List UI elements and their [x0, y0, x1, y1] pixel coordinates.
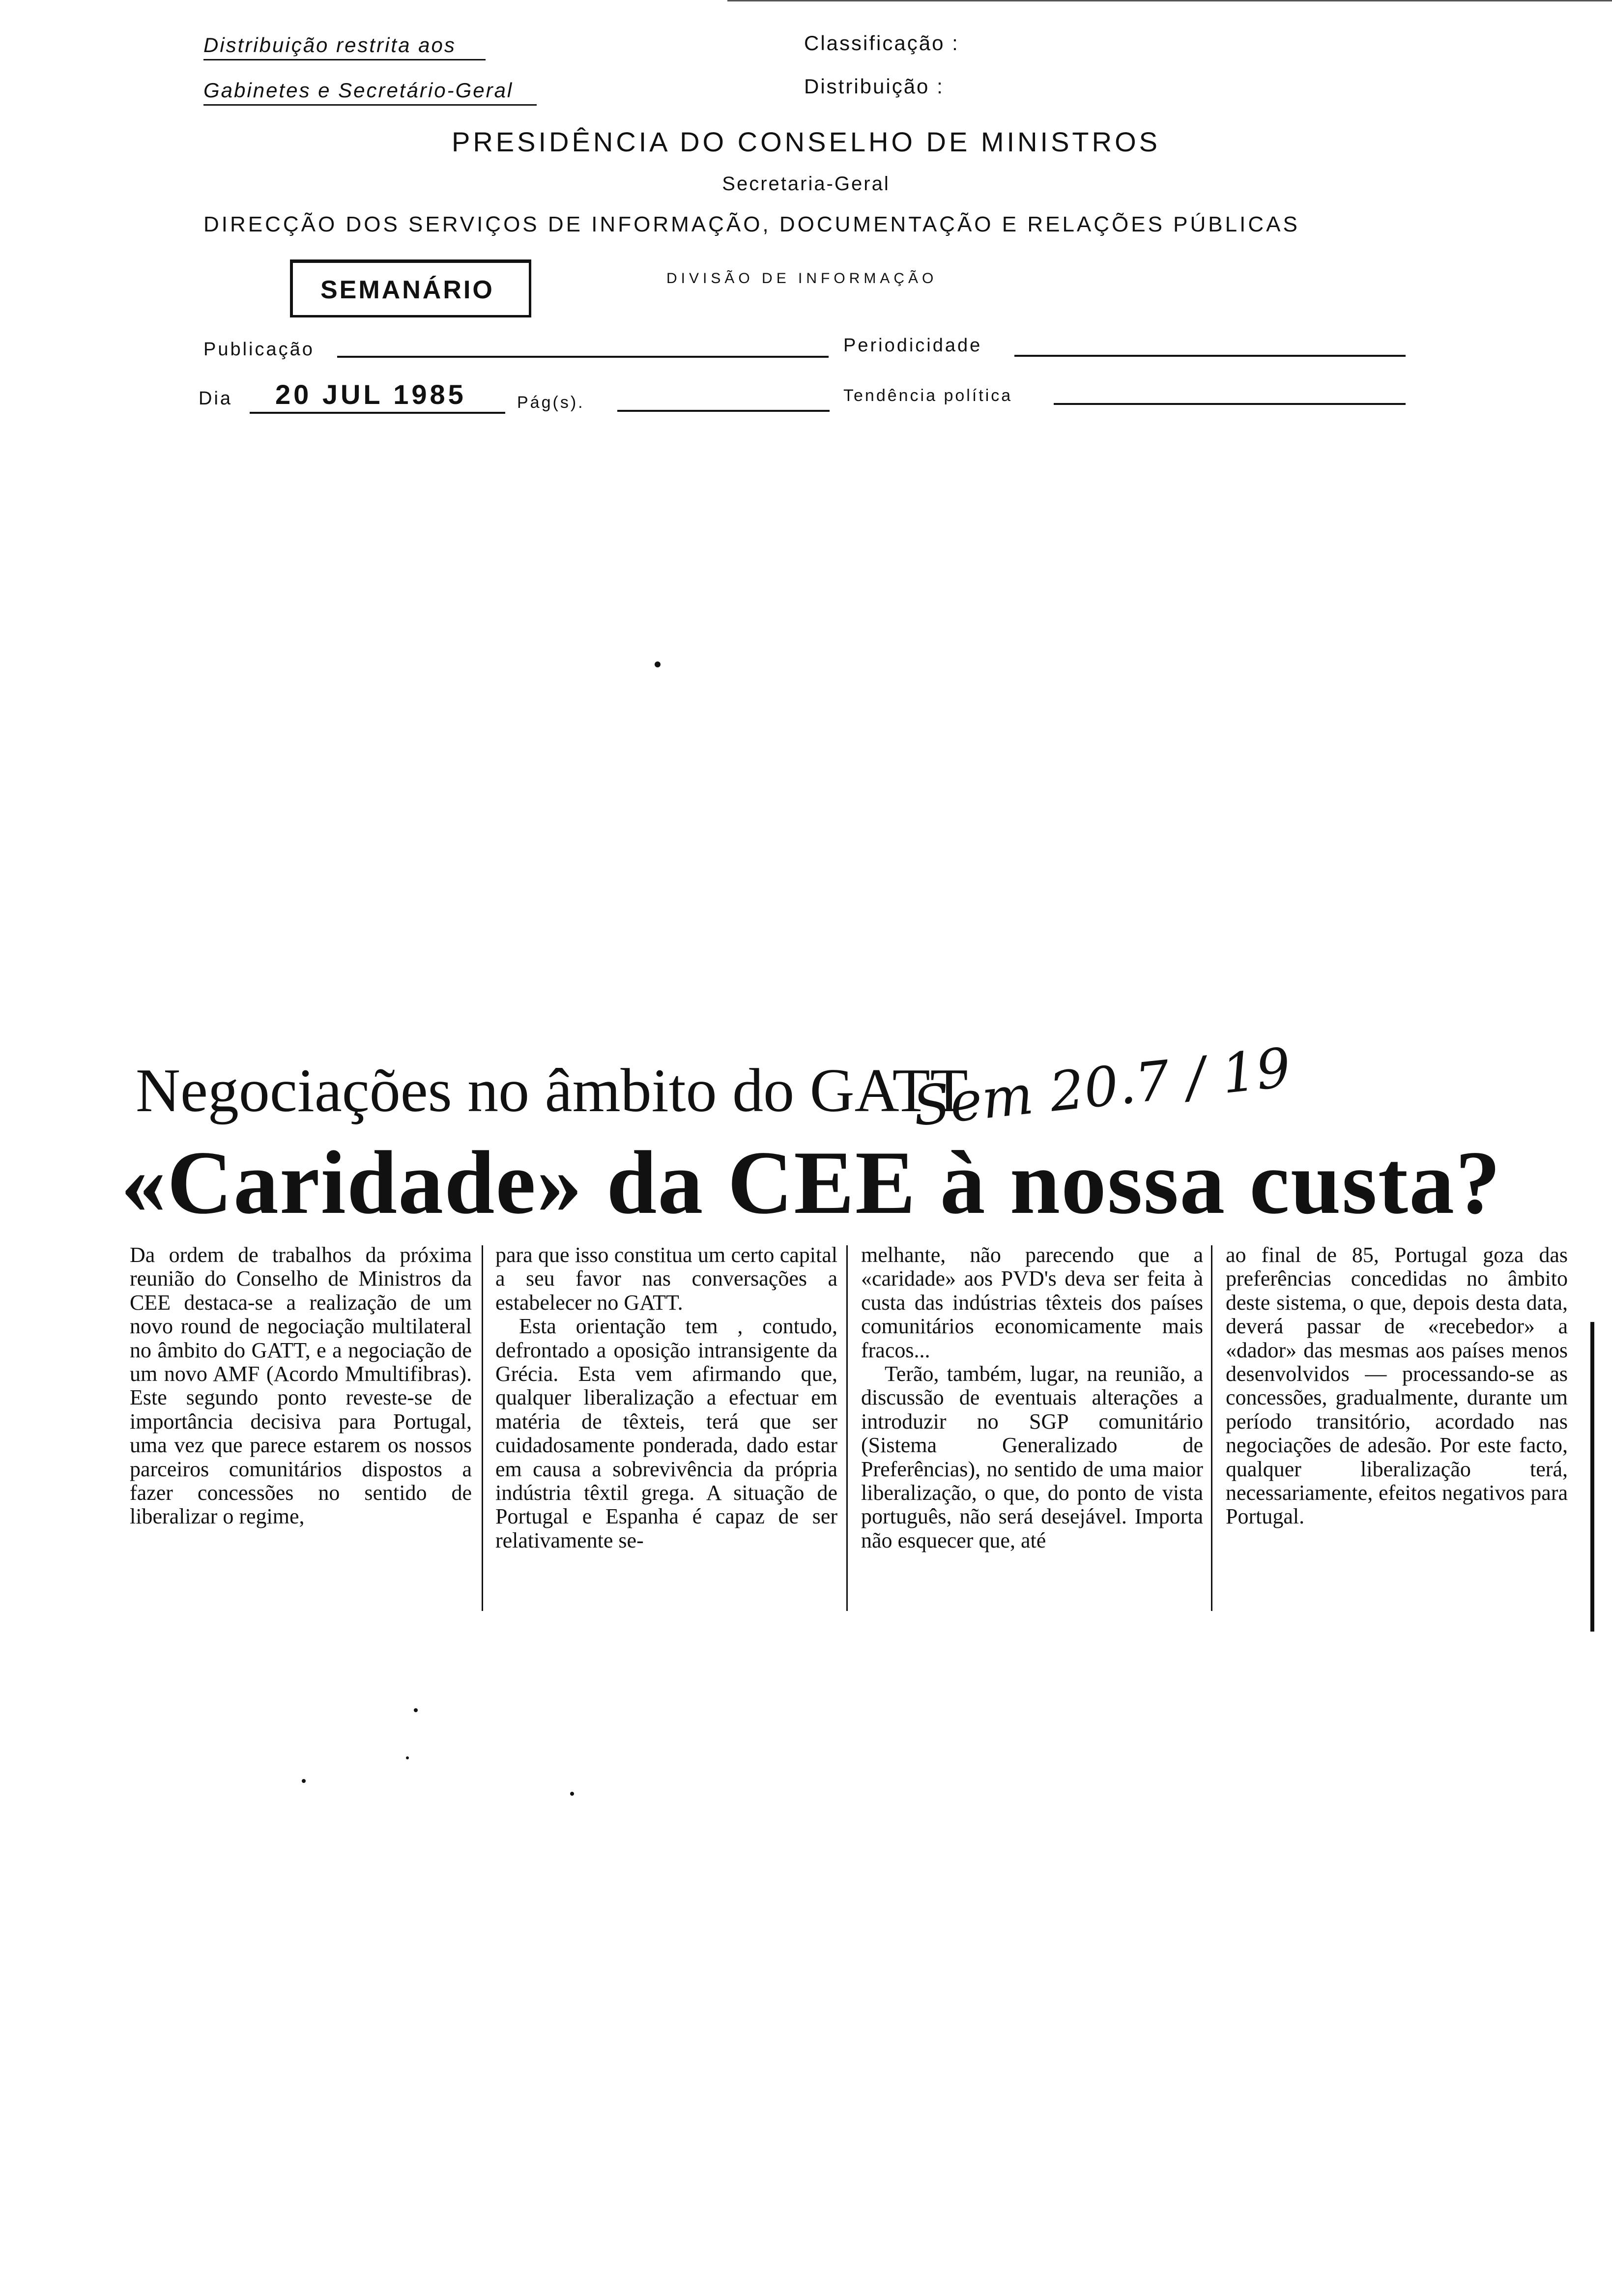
dia-label: Dia [199, 388, 233, 409]
article-paragraph: Terão, também, lugar, na reunião, a discussão de eventuais alterações a introduzir no SGP comunitário (Sistema Generalizado de Preferências), no sentido de uma maior liberalização, o que, do ponto de vista português, não será desejável. Importa não esquecer que, até [861, 1362, 1203, 1552]
speck [302, 1779, 306, 1783]
speck [406, 1756, 409, 1759]
article-paragraph: ao final de 85, Portugal goza das preferências concedidas no âmbito deste sistema, o que, depois desta data, deverá passar de «recebedor» a «dador» das mesmas aos países menos desenvolvidos — processando-se as concessões, gradualmente, durante um período transitório, acordado nas negociações de adesão. Por este facto, qualquer liberalização terá, necessariamente, efeitos negativos para Portugal. [1226, 1243, 1568, 1529]
article-column-1 [130, 1243, 472, 1529]
handwritten-note: Sem 20.7 / 19 [910, 1036, 1294, 1138]
distribution-rule-2 [203, 104, 537, 106]
publicacao-line [337, 356, 829, 358]
distribution-rule-1 [203, 59, 486, 60]
publicacao-label: Publicação [203, 339, 315, 360]
distribution-note-line1: Distribuição restrita aos [203, 33, 456, 57]
article-column-2 [495, 1243, 837, 1552]
distribuicao-label: Distribuição : [804, 75, 944, 98]
article-column-4 [1226, 1243, 1568, 1529]
right-margin-bar [1590, 1322, 1594, 1632]
divisao-informacao: DIVISÃO DE INFORMAÇÃO [666, 270, 938, 287]
secretaria-geral: Secretaria-Geral [722, 173, 890, 195]
article-column-3 [861, 1243, 1203, 1552]
periodicidade-line [1014, 355, 1406, 357]
speck [414, 1708, 418, 1712]
periodicidade-label: Periodicidade [843, 335, 982, 356]
column-divider [482, 1245, 483, 1611]
article-paragraph: para que isso constitua um certo capital a seu favor nas conversações a estabelecer no GATT. [495, 1243, 837, 1315]
paginas-line [617, 410, 830, 412]
distribution-note-line2: Gabinetes e Secretário-Geral [203, 79, 514, 102]
paginas-label: Pág(s). [517, 393, 585, 412]
speck [570, 1792, 574, 1796]
presidencia-title: PRESIDÊNCIA DO CONSELHO DE MINISTROS [452, 126, 1160, 157]
dia-line [250, 412, 505, 414]
speck [655, 661, 661, 667]
dia-value: 20 JUL 1985 [275, 379, 466, 410]
classificacao-label: Classificação : [804, 31, 959, 55]
article-paragraph: Esta orientação tem , contudo, defrontado a oposição intransigente da Grécia. Esta vem afirmando que, qualquer liberalização a efectuar em matéria de têxteis, terá que ser cuidadosamente ponderada, dado estar em causa a sobrevivência da própria indústria têxtil grega. A situação de Portugal e Espanha é capaz de ser relativamente se- [495, 1314, 837, 1552]
tendencia-label: Tendência política [843, 386, 1013, 405]
article-headline: «Caridade» da CEE à nossa custa? [121, 1132, 1502, 1233]
publication-stamp: SEMANÁRIO [320, 276, 494, 304]
column-divider [1211, 1245, 1212, 1611]
direccao-servicos: DIRECÇÃO DOS SERVIÇOS DE INFORMAÇÃO, DOCUMENTAÇÃO E RELAÇÕES PÚBLICAS [203, 212, 1300, 236]
tendencia-line [1054, 403, 1406, 405]
top-edge-line [727, 0, 1612, 1]
article-paragraph: Da ordem de trabalhos da próxima reunião do Conselho de Ministros da CEE destaca-se a realização de um novo round de negociação multilateral no âmbito do GATT, e a negociação de um novo AMF (Acordo Mmultifibras). Este segundo ponto reveste-se de importância decisiva para Portugal, uma vez que parece estarem os nossos parceiros comunitários dispostos a fazer concessões no sentido de liberalizar o regime, [130, 1243, 472, 1529]
column-divider [846, 1245, 848, 1611]
article-kicker: Negociações no âmbito do GATT [136, 1057, 968, 1125]
article-paragraph: melhante, não parecendo que a «caridade» aos PVD's deva ser feita à custa das indústrias têxteis dos países comunitários economicamente mais fracos... [861, 1243, 1203, 1362]
